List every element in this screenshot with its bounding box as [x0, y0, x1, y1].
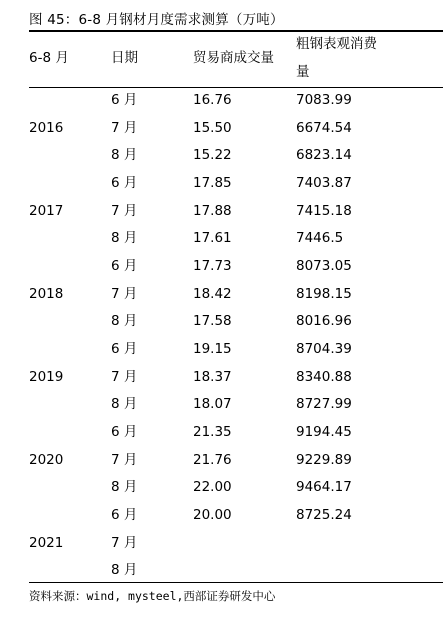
header-date: 日期: [111, 50, 138, 66]
header-consumption: 粗钢表观消费: [296, 36, 377, 52]
table-cell-month: 6 月: [111, 424, 138, 440]
table-cell-month: 7 月: [111, 452, 138, 468]
table-cell-month: 6 月: [111, 92, 138, 108]
table-cell-volume: 21.76: [193, 452, 232, 468]
table-cell-year: 2019: [29, 369, 64, 385]
table-cell-volume: 18.07: [193, 396, 232, 412]
header-period: 6-8 月: [29, 50, 69, 66]
table-cell-month: 8 月: [111, 396, 138, 412]
table-cell-consumption: 7083.99: [296, 92, 352, 108]
table-cell-consumption: 7446.5: [296, 230, 344, 246]
table-cell-consumption: 8725.24: [296, 507, 352, 523]
header-rule: [29, 87, 443, 88]
table-cell-month: 8 月: [111, 313, 138, 329]
table-cell-year: 2016: [29, 120, 64, 136]
table-cell-volume: 22.00: [193, 479, 232, 495]
table-cell-month: 6 月: [111, 341, 138, 357]
table-cell-volume: 18.37: [193, 369, 232, 385]
table-cell-consumption: 8016.96: [296, 313, 352, 329]
table-cell-year: 2018: [29, 286, 64, 302]
table-cell-consumption: 6823.14: [296, 147, 352, 163]
table-cell-consumption: 9464.17: [296, 479, 352, 495]
bottom-rule: [29, 582, 443, 583]
table-cell-volume: 17.73: [193, 258, 232, 274]
table-cell-consumption: 7415.18: [296, 203, 352, 219]
table-cell-volume: 17.85: [193, 175, 232, 191]
table-cell-month: 8 月: [111, 230, 138, 246]
table-cell-volume: 20.00: [193, 507, 232, 523]
table-cell-month: 8 月: [111, 147, 138, 163]
header-consumption-cont: 量: [296, 64, 310, 80]
table-cell-consumption: 8727.99: [296, 396, 352, 412]
table-cell-month: 8 月: [111, 562, 138, 578]
table-cell-consumption: 6674.54: [296, 120, 352, 136]
table-cell-volume: 15.50: [193, 120, 232, 136]
table-cell-volume: 16.76: [193, 92, 232, 108]
table-cell-year: 2021: [29, 535, 64, 551]
table-cell-month: 6 月: [111, 507, 138, 523]
table-cell-volume: 15.22: [193, 147, 232, 163]
table-cell-month: 7 月: [111, 369, 138, 385]
table-cell-month: 7 月: [111, 535, 138, 551]
table-cell-consumption: 8704.39: [296, 341, 352, 357]
source-note: 资料来源：wind, mysteel,西部证券研发中心: [29, 589, 276, 603]
top-rule: [29, 30, 443, 32]
table-cell-consumption: 7403.87: [296, 175, 352, 191]
header-trade-volume: 贸易商成交量: [193, 50, 274, 66]
table-cell-year: 2020: [29, 452, 64, 468]
table-cell-volume: 17.58: [193, 313, 232, 329]
table-cell-consumption: 8198.15: [296, 286, 352, 302]
table-cell-month: 8 月: [111, 479, 138, 495]
table-cell-year: 2017: [29, 203, 64, 219]
table-cell-consumption: 9229.89: [296, 452, 352, 468]
table-cell-month: 7 月: [111, 203, 138, 219]
table-cell-consumption: 8340.88: [296, 369, 352, 385]
figure-title: 图 45：6-8 月钢材月度需求测算（万吨）: [29, 12, 284, 28]
table-cell-volume: 19.15: [193, 341, 232, 357]
table-cell-month: 7 月: [111, 286, 138, 302]
table-cell-month: 6 月: [111, 258, 138, 274]
table-cell-volume: 18.42: [193, 286, 232, 302]
table-cell-month: 6 月: [111, 175, 138, 191]
table-cell-volume: 17.88: [193, 203, 232, 219]
table-cell-consumption: 8073.05: [296, 258, 352, 274]
table-cell-volume: 17.61: [193, 230, 232, 246]
table-cell-month: 7 月: [111, 120, 138, 136]
table-cell-volume: 21.35: [193, 424, 232, 440]
table-cell-consumption: 9194.45: [296, 424, 352, 440]
